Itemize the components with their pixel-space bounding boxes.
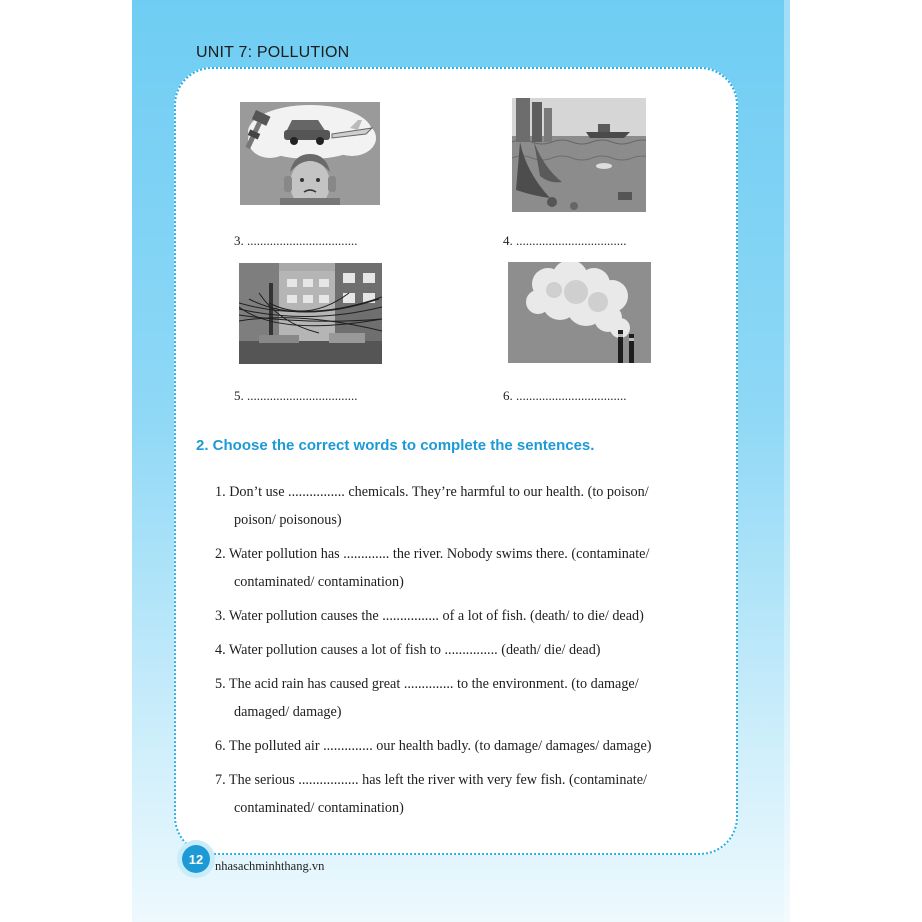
sentence-6-line1: 6. The polluted air .............. our health badly. (to damage/ damages/ damage) <box>215 738 652 754</box>
sentence-4 <box>215 636 718 664</box>
visual-pollution-photo <box>239 263 382 364</box>
sentence-1-line2: poison/ poisonous) <box>234 512 342 528</box>
sentence-3-line1: 3. Water pollution causes the ................ of a lot of fish. (death/ to die/ dead) <box>215 608 644 624</box>
sentence-1-line1: 1. Don’t use ................ chemicals. They’re harmful to our health. (to poison/ <box>215 484 649 500</box>
sentence-5 <box>215 670 718 726</box>
unit-title: UNIT 7: POLLUTION <box>196 44 350 61</box>
sentence-7 <box>215 766 718 822</box>
water-pollution-illustration <box>512 98 646 212</box>
sentence-2-line2: contaminated/ contamination) <box>234 574 404 590</box>
sentence-2 <box>215 540 718 596</box>
sentence-7-line1: 7. The serious ................. has left the river with very few fish. (contaminate/ <box>215 772 647 788</box>
sentence-1 <box>215 478 718 534</box>
sentence-5-line2: damaged/ damage) <box>234 704 342 720</box>
blank-label-4: 4. .................................. <box>503 233 627 248</box>
sentence-7-line2: contaminated/ contamination) <box>234 800 404 816</box>
sentence-3 <box>215 602 718 630</box>
page-edge <box>784 0 790 922</box>
page-number: 12 <box>182 845 210 873</box>
sentence-2-line1: 2. Water pollution has ............. the river. Nobody swims there. (contaminate/ <box>215 546 650 562</box>
page-number-badge <box>177 840 215 878</box>
blank-label-3: 3. .................................. <box>234 233 358 248</box>
sentence-list <box>215 478 718 822</box>
blank-label-5: 5. .................................. <box>234 388 358 403</box>
sentence-6 <box>215 732 718 760</box>
air-pollution-photo <box>508 262 651 363</box>
sentence-5-line1: 5. The acid rain has caused great .............. to the environment. (to damage/ <box>215 676 639 692</box>
sentence-4-line1: 4. Water pollution causes a lot of fish to ............... (death/ die/ dead) <box>215 642 601 658</box>
blank-label-6: 6. .................................. <box>503 388 627 403</box>
noise-pollution-illustration <box>240 102 380 205</box>
exercise-title: 2. Choose the correct words to complete the sentences. <box>196 437 595 454</box>
website-footer: nhasachminhthang.vn <box>215 859 325 873</box>
